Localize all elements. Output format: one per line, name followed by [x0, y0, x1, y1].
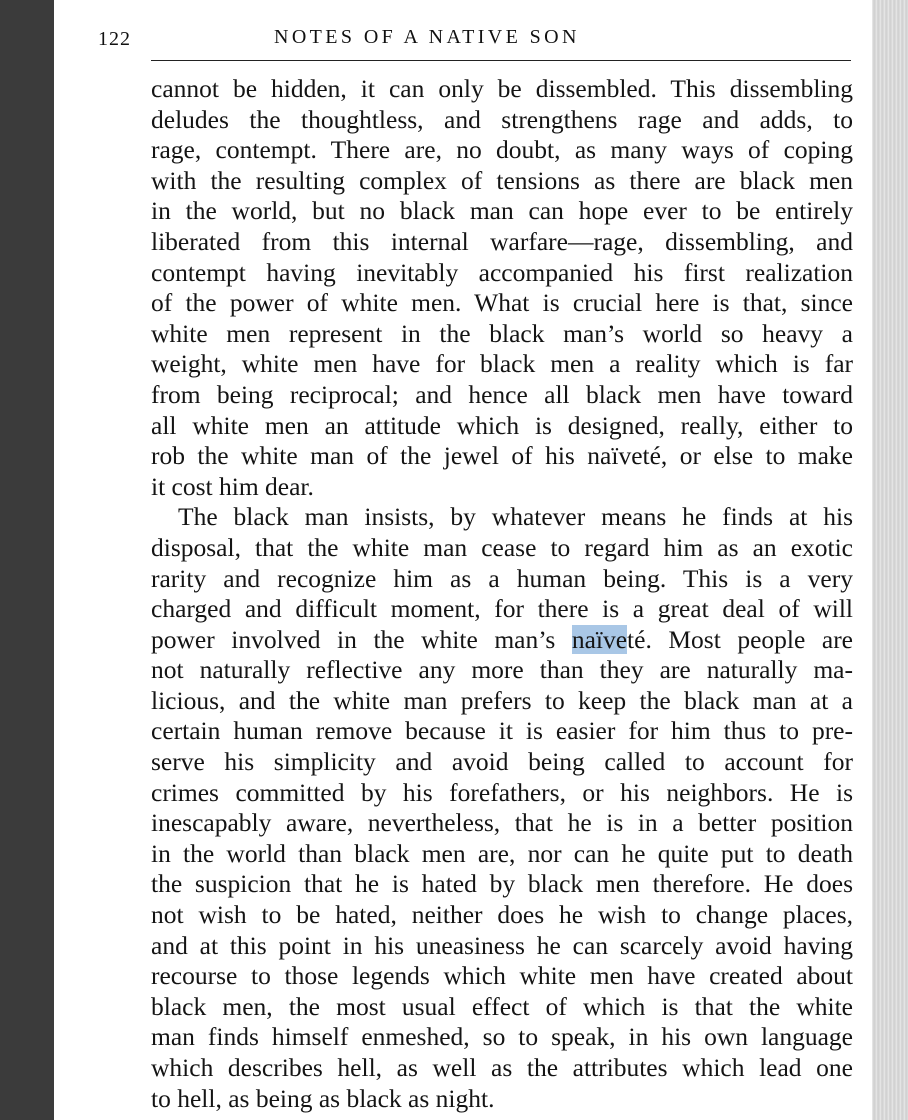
running-title: NOTES OF A NATIVE SON	[274, 26, 580, 48]
text-line[interactable]: cannot be hidden, it can only be dissembled. This dissembling	[151, 74, 853, 103]
text-line[interactable]: not naturally reflective any more than they are naturally ma-	[151, 655, 853, 685]
text-line[interactable]: man finds himself enmeshed, so to speak, in his own language	[151, 1022, 853, 1052]
text-line[interactable]: crimes committed by his forefathers, or his neighbors. He is	[151, 777, 853, 807]
text-line[interactable]: rarity and recognize him as a human being. This is a very	[151, 563, 853, 593]
text-line[interactable]: all white men an attitude which is designed, really, either to	[151, 410, 853, 440]
page-number: 122	[98, 28, 131, 50]
text-line[interactable]: rob the white man of the jewel of his naïveté, or else to make	[151, 441, 853, 471]
text-line[interactable]: The black man insists, by whatever means he finds at his	[178, 502, 853, 532]
text-segment[interactable]: té. Most people are	[627, 624, 854, 654]
text-segment[interactable]: power involved in the white man’s	[151, 624, 572, 654]
text-line[interactable]: with the resulting complex of tensions as there are black men	[151, 165, 853, 195]
text-line[interactable]: black men, the most usual effect of which is that the white	[151, 991, 853, 1021]
text-line[interactable]: liberated from this internal warfare—rage, dissembling, and	[151, 226, 853, 256]
viewer-left-margin	[0, 0, 54, 1120]
text-line[interactable]: rage, contempt. There are, no doubt, as many ways of coping	[151, 135, 853, 165]
page-edge-shadow	[872, 0, 908, 1120]
text-line[interactable]: from being reciprocal; and hence all black men have toward	[151, 379, 853, 409]
text-line[interactable]: the suspicion that he is hated by black men therefore. He does	[151, 869, 853, 899]
text-line[interactable]: contempt having inevitably accompanied his first realization	[151, 257, 853, 287]
text-line[interactable]: not wish to be hated, neither does he wish to change places,	[151, 900, 853, 930]
text-line[interactable]: to hell, as being as black as night.	[151, 1083, 495, 1113]
text-line[interactable]: it cost him dear.	[151, 471, 314, 501]
text-line[interactable]: and at this point in his uneasiness he can scarcely avoid having	[151, 930, 853, 960]
text-line[interactable]: weight, white men have for black men a reality which is far	[151, 349, 853, 379]
text-line[interactable]: inescapably aware, nevertheless, that he is in a better position	[151, 808, 853, 838]
text-line[interactable]: in the world, but no black man can hope ever to be entirely	[151, 196, 853, 226]
text-line[interactable]: licious, and the white man prefers to keep the black man at a	[151, 685, 853, 715]
text-line[interactable]: which describes hell, as well as the attributes which lead one	[151, 1053, 853, 1082]
text-line[interactable]: recourse to those legends which white men have created about	[151, 961, 853, 991]
text-line[interactable]: in the world than black men are, nor can he quite put to death	[151, 838, 853, 868]
running-header	[96, 22, 796, 58]
text-line[interactable]: charged and difficult moment, for there is a great deal of will	[151, 594, 853, 624]
text-line[interactable]: deludes the thoughtless, and strengthens rage and adds, to	[151, 104, 853, 134]
text-line[interactable]: certain human remove because it is easier for him thus to pre-	[151, 716, 853, 746]
text-selection-highlight[interactable]: naïve	[571, 624, 628, 654]
header-rule	[151, 60, 851, 61]
text-line[interactable]: disposal, that the white man cease to regard him as an exotic	[151, 532, 853, 562]
text-line[interactable]: of the power of white men. What is crucial here is that, since	[151, 288, 853, 318]
text-line[interactable]: serve his simplicity and avoid being called to account for	[151, 747, 853, 777]
body-text[interactable]	[151, 74, 853, 1114]
text-line[interactable]: white men represent in the black man’s world so heavy a	[151, 318, 853, 348]
highlighted-text-line[interactable]	[151, 625, 853, 656]
